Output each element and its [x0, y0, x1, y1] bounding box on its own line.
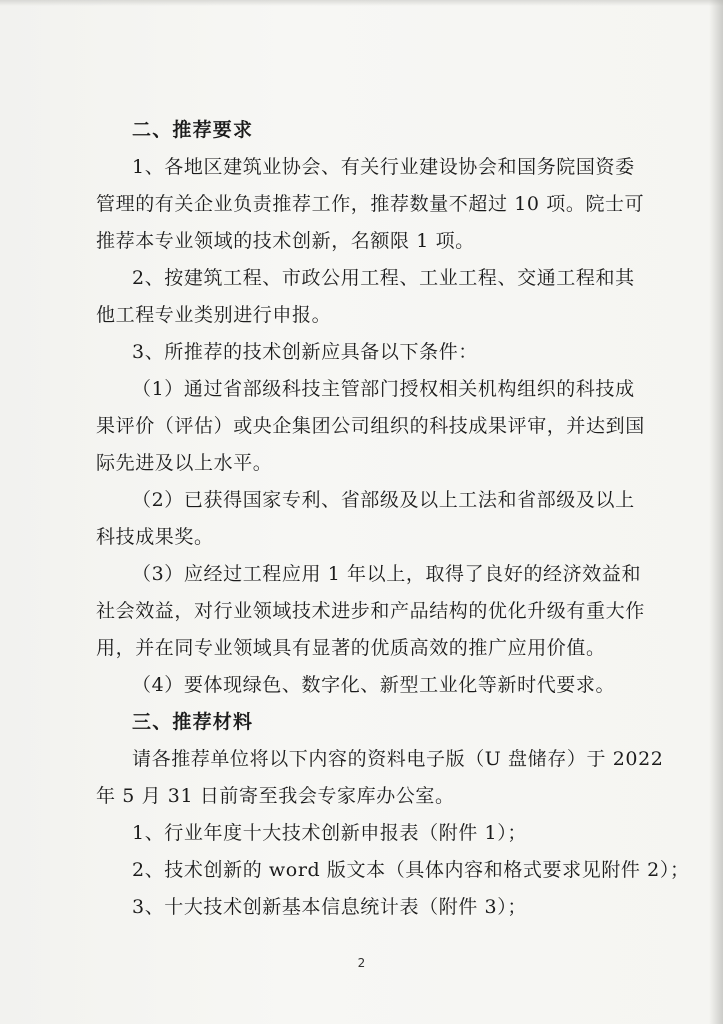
paragraph-line: 请各推荐单位将以下内容的资料电子版（U 盘储存）于 2022	[132, 748, 664, 770]
list-item-attachment-1: 1、行业年度十大技术创新申报表（附件 1）；	[132, 822, 527, 844]
paragraph-line: 2、按建筑工程、市政公用工程、工业工程、交通工程和其	[132, 267, 635, 289]
paragraph-line: 果评价（评估）或央企集团公司组织的科技成果评审，并达到国	[96, 415, 645, 437]
paragraph-line: 他工程专业类别进行申报。	[96, 304, 332, 326]
list-item-attachment-2: 2、技术创新的 word 版文本（具体内容和格式要求见附件 2）；	[132, 859, 690, 881]
page-number: 2	[357, 956, 366, 970]
paragraph-line: 年 5 月 31 日前寄至我会专家库办公室。	[96, 785, 455, 807]
paragraph-line: 科技成果奖。	[96, 526, 214, 548]
paragraph-line: 际先进及以上水平。	[96, 452, 273, 474]
scan-top-shadow	[0, 0, 723, 6]
paragraph-line: （2）已获得国家专利、省部级及以上工法和省部级及以上	[132, 489, 635, 511]
paragraph-line: 用，并在同专业领域具有显著的优质高效的推广应用价值。	[96, 637, 606, 659]
paragraph-line: 管理的有关企业负责推荐工作，推荐数量不超过 10 项。院士可	[96, 193, 645, 215]
section-heading-recommendation-requirements: 二、推荐要求	[132, 119, 254, 141]
paragraph-line: 1、各地区建筑业协会、有关行业建设协会和国务院国资委	[132, 156, 635, 178]
paragraph-line: （1）通过省部级科技主管部门授权相关机构组织的科技成	[132, 378, 635, 400]
scan-edge-shadow	[709, 0, 723, 1024]
section-heading-recommendation-materials: 三、推荐材料	[132, 711, 254, 733]
paragraph-line: （3）应经过工程应用 1 年以上，取得了良好的经济效益和	[132, 563, 642, 585]
paragraph-line: （4）要体现绿色、数字化、新型工业化等新时代要求。	[132, 674, 616, 696]
paragraph-line: 社会效益，对行业领域技术进步和产品结构的优化升级有重大作	[96, 600, 645, 622]
paragraph-line: 推荐本专业领域的技术创新，名额限 1 项。	[96, 230, 475, 252]
paragraph-line: 3、所推荐的技术创新应具备以下条件：	[132, 341, 478, 363]
list-item-attachment-3: 3、十大技术创新基本信息统计表（附件 3）；	[132, 896, 527, 918]
